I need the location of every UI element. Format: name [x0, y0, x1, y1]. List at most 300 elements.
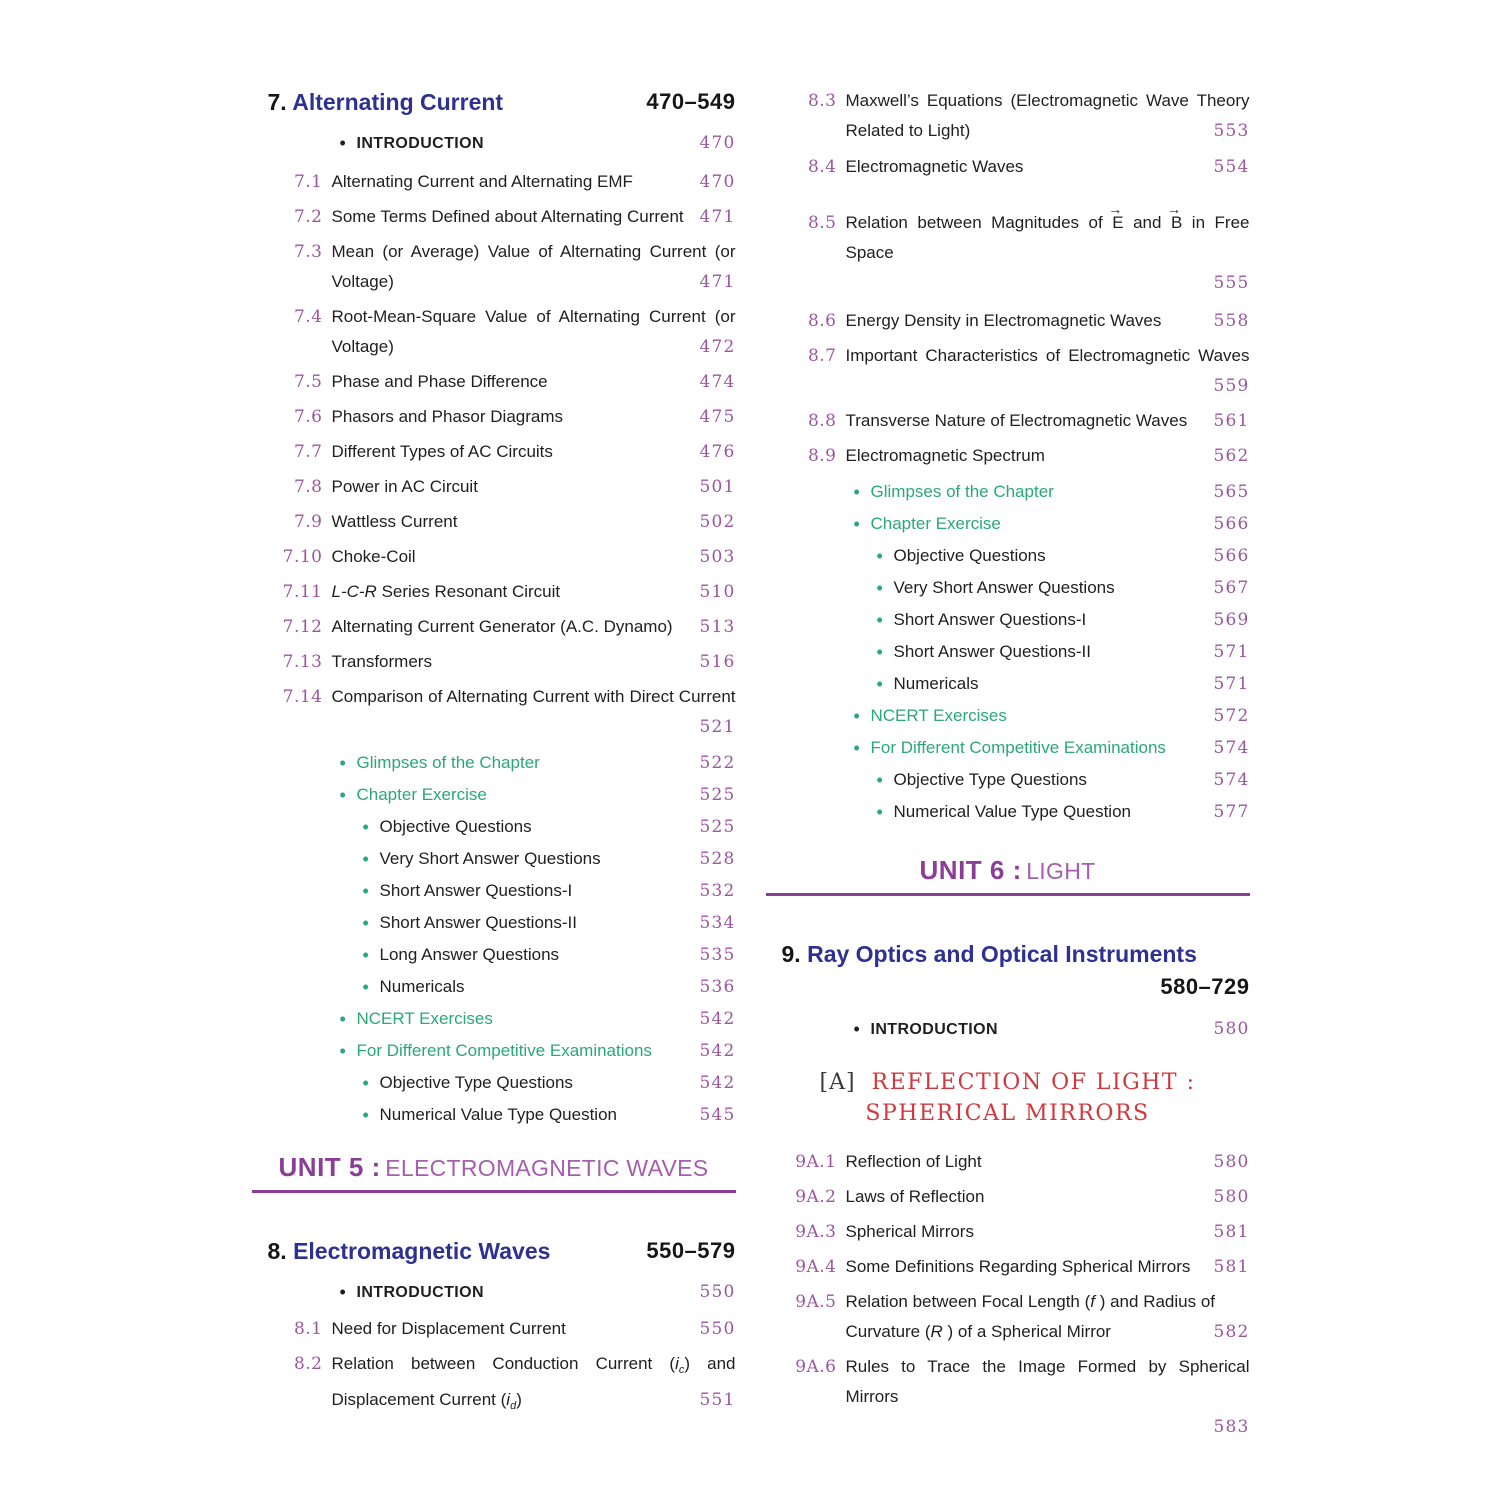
section-number: 7.10 — [282, 547, 323, 567]
page-number: 574 — [1213, 738, 1250, 758]
bullet-label: Objective Questions — [893, 546, 1046, 565]
part-label: [A] — [819, 1070, 856, 1095]
bullet-label: Objective Type Questions — [379, 1073, 573, 1092]
bullet-label: Numerical Value Type Question — [379, 1105, 617, 1124]
bullet-icon: • — [362, 913, 369, 933]
section-number: 7.14 — [282, 687, 323, 707]
toc-section-row — [766, 1352, 1250, 1442]
section-title-part: Relation between Focal Length ( — [845, 1292, 1091, 1311]
section-title-part: ) of a Spherical Mirror — [942, 1322, 1111, 1341]
page-number: 558 — [1213, 311, 1250, 331]
page-number: 532 — [699, 881, 736, 901]
toc-section-row — [766, 1217, 1250, 1247]
unit-name: ELECTROMAGNETIC WAVES — [385, 1155, 709, 1181]
section-title-text: Laws of Reflection — [845, 1187, 985, 1206]
page-number: 470 — [699, 172, 736, 192]
section-title-part: i — [506, 1390, 511, 1409]
section-number: 9A.1 — [795, 1152, 837, 1172]
toc-section-row — [252, 542, 736, 572]
section-title — [846, 1147, 1250, 1177]
section-title-text: Alternating Current and Alternating EMF — [331, 172, 633, 191]
page-number: 471 — [699, 272, 736, 292]
bullet-label: Short Answer Questions-II — [893, 642, 1091, 661]
toc-bullet-row — [252, 1068, 736, 1098]
section-title-part: c — [678, 1364, 685, 1376]
bullet-body — [894, 605, 1250, 635]
page-number: 470 — [699, 133, 736, 153]
bullet-body — [357, 1036, 736, 1066]
bullet-label: Glimpses of the Chapter — [356, 753, 540, 772]
bullet-body — [380, 1100, 736, 1130]
section-title-part: ) and Radius of Curvature ( — [845, 1292, 1216, 1341]
section-title — [332, 577, 736, 607]
introduction-row — [252, 128, 736, 159]
page-number: 471 — [699, 207, 736, 227]
toc-bullet-row — [766, 797, 1250, 827]
bullet-label: Long Answer Questions — [379, 945, 560, 964]
chapter-page-range: 470–549 — [646, 89, 736, 114]
toc-bullet-row — [252, 908, 736, 938]
page-number: 542 — [699, 1041, 736, 1061]
bullet-label: Numericals — [893, 674, 979, 693]
toc-page — [252, 0, 1250, 1447]
toc-section-row — [252, 472, 736, 502]
introduction-label: INTRODUCTION — [356, 1284, 484, 1301]
page-number: 567 — [1213, 578, 1250, 598]
introduction-body — [871, 1014, 1250, 1045]
section-title — [332, 542, 736, 572]
section-title-text: Transverse Nature of Electromagnetic Waves — [845, 411, 1188, 430]
section-number: 7.8 — [293, 477, 323, 497]
toc-bullet-row — [252, 1004, 736, 1034]
chapter-heading — [252, 1235, 736, 1267]
bullet-label: Very Short Answer Questions — [893, 578, 1115, 597]
section-number: 9A.2 — [795, 1187, 837, 1207]
page-number: 580 — [1213, 1152, 1250, 1172]
toc-section-row — [766, 441, 1250, 471]
page-number: 472 — [699, 337, 736, 357]
section-number: 8.4 — [807, 157, 837, 177]
bullet-body — [380, 972, 736, 1002]
section-title-text: Important Characteristics of Electromagnetic Waves — [845, 346, 1250, 365]
bullet-label: Chapter Exercise — [870, 514, 1001, 533]
part-heading-line2 — [766, 1098, 1250, 1129]
page-number: 581 — [1213, 1222, 1250, 1242]
toc-bullet-row — [766, 765, 1250, 795]
toc-section-row — [252, 577, 736, 607]
page-number: 553 — [1213, 121, 1250, 141]
section-title-text: Wattless Current — [331, 512, 458, 531]
section-title — [846, 441, 1250, 471]
bullet-icon: • — [362, 881, 369, 901]
bullet-icon: • — [853, 1019, 860, 1039]
toc-bullet-row — [766, 701, 1250, 731]
vector-notation — [1166, 201, 1183, 238]
unit-heading — [766, 855, 1250, 896]
chapter-title: Electromagnetic Waves — [293, 1238, 551, 1264]
bullet-icon: • — [853, 514, 860, 534]
section-title-part: B — [1170, 213, 1183, 232]
toc-bullet-row — [252, 748, 736, 778]
section-title-part: Relation between Magnitudes of — [845, 213, 1113, 232]
toc-bullet-row — [766, 669, 1250, 699]
page-number: 574 — [1213, 770, 1250, 790]
section-title — [846, 1182, 1250, 1212]
section-number: 7.3 — [293, 242, 323, 262]
toc-section-row — [766, 1252, 1250, 1282]
section-title-text: Different Types of AC Circuits — [331, 442, 553, 461]
page-number: 566 — [1213, 546, 1250, 566]
section-title-text: Need for Displacement Current — [331, 1319, 566, 1338]
toc-bullet-row — [252, 844, 736, 874]
section-title-text: Spherical Mirrors — [845, 1222, 974, 1241]
bullet-icon: • — [876, 546, 883, 566]
page-number: 522 — [699, 753, 736, 773]
page-number: 535 — [699, 945, 736, 965]
toc-section-row — [766, 1287, 1250, 1347]
bullet-icon: • — [876, 674, 883, 694]
bullet-icon: • — [339, 1282, 346, 1302]
section-title-text: Some Terms Defined about Alternating Current — [331, 207, 684, 226]
section-title — [846, 152, 1250, 182]
bullet-body — [871, 509, 1250, 539]
page-number: 536 — [699, 977, 736, 997]
chapter-title: Alternating Current — [292, 89, 504, 115]
bullet-icon: • — [876, 578, 883, 598]
section-title-part: Relation between Conduction Current ( — [331, 1354, 676, 1373]
section-title — [846, 406, 1250, 436]
section-title — [846, 1287, 1250, 1347]
section-title-part: Series Resonant Circuit — [376, 582, 561, 601]
page-number: 503 — [699, 547, 736, 567]
toc-section-row — [252, 202, 736, 232]
bullet-body — [894, 765, 1250, 795]
bullet-label: Very Short Answer Questions — [379, 849, 601, 868]
section-title — [332, 507, 736, 537]
section-title — [332, 237, 736, 297]
page-number: 542 — [699, 1073, 736, 1093]
bullet-label: NCERT Exercises — [870, 706, 1007, 725]
section-number: 8.2 — [293, 1354, 323, 1374]
chapter-title-line — [782, 941, 1197, 967]
section-title — [846, 1217, 1250, 1247]
section-title — [332, 612, 736, 642]
bullet-label: NCERT Exercises — [356, 1009, 493, 1028]
toc-section-row — [252, 402, 736, 432]
page-number: 554 — [1213, 157, 1250, 177]
vector-arrow-icon: → — [1166, 201, 1181, 217]
section-title-text: Electromagnetic Spectrum — [845, 446, 1045, 465]
chapter-number: 9. — [781, 941, 801, 967]
page-number: 571 — [1213, 642, 1250, 662]
section-title-part: and — [1123, 213, 1171, 232]
introduction-label: INTRODUCTION — [870, 1021, 998, 1038]
section-number: 8.9 — [807, 446, 837, 466]
section-number: 7.5 — [293, 372, 323, 392]
chapter-title-line — [268, 89, 504, 115]
toc-bullet-row — [766, 541, 1250, 571]
toc-section-row — [252, 612, 736, 642]
section-title — [846, 1252, 1250, 1282]
unit-heading — [252, 1152, 736, 1193]
toc-column-left — [252, 86, 736, 1447]
bullet-body — [357, 748, 736, 778]
introduction-label: INTRODUCTION — [356, 135, 484, 152]
bullet-body — [894, 797, 1250, 827]
section-title-part: in Free Space — [845, 213, 1250, 262]
section-title — [332, 472, 736, 502]
toc-bullet-row — [252, 1036, 736, 1066]
bullet-body — [894, 573, 1250, 603]
section-number: 8.7 — [807, 346, 837, 366]
page-number: 569 — [1213, 610, 1250, 630]
section-title-part: d — [510, 1400, 517, 1412]
toc-section-row — [766, 341, 1250, 401]
toc-bullet-row — [766, 637, 1250, 667]
introduction-body — [357, 1277, 736, 1308]
page-number: 550 — [699, 1282, 736, 1302]
page-number: 474 — [699, 372, 736, 392]
toc-bullet-row — [252, 1100, 736, 1130]
section-title — [332, 402, 736, 432]
bullet-icon: • — [362, 817, 369, 837]
toc-section-row — [252, 507, 736, 537]
section-title-text: Comparison of Alternating Current with Direct Current — [331, 687, 736, 706]
page-number: 550 — [699, 1319, 736, 1339]
section-number: 7.1 — [293, 172, 323, 192]
toc-section-row — [766, 306, 1250, 336]
part-heading-line1 — [766, 1067, 1250, 1098]
page-number: 551 — [699, 1390, 736, 1410]
bullet-icon: • — [339, 1009, 346, 1029]
section-title-text: Energy Density in Electromagnetic Waves — [845, 311, 1162, 330]
section-number: 8.8 — [807, 411, 837, 431]
toc-column-right — [766, 86, 1250, 1447]
toc-bullet-row — [766, 477, 1250, 507]
bullet-label: Objective Questions — [379, 817, 532, 836]
page-number: 545 — [699, 1105, 736, 1125]
part-title-line2: SPHERICAL MIRRORS — [865, 1101, 1150, 1126]
toc-section-row — [252, 682, 736, 742]
section-number: 9A.3 — [795, 1222, 837, 1242]
page-number: 516 — [699, 652, 736, 672]
page-number: 559 — [1213, 376, 1250, 396]
section-number: 7.7 — [293, 442, 323, 462]
bullet-label: Chapter Exercise — [356, 785, 487, 804]
chapter-number: 7. — [267, 89, 287, 115]
bullet-label: Short Answer Questions-I — [379, 881, 573, 900]
bullet-label: For Different Competitive Examinations — [870, 738, 1166, 757]
bullet-icon: • — [853, 738, 860, 758]
toc-bullet-row — [766, 573, 1250, 603]
page-number: 571 — [1213, 674, 1250, 694]
bullet-label: For Different Competitive Examinations — [356, 1041, 652, 1060]
page-number: 566 — [1213, 514, 1250, 534]
bullet-icon: • — [362, 1073, 369, 1093]
section-title-text: Transformers — [331, 652, 432, 671]
bullet-icon: • — [362, 945, 369, 965]
page-number: 525 — [699, 817, 736, 837]
toc-section-row — [252, 167, 736, 197]
page-number: 561 — [1213, 411, 1250, 431]
bullet-icon: • — [339, 785, 346, 805]
bullet-label: Short Answer Questions-II — [379, 913, 577, 932]
section-title-text: Root-Mean-Square Value of Alternating Current (or Voltage) — [331, 307, 736, 356]
section-title — [332, 647, 736, 677]
bullet-body — [894, 637, 1250, 667]
section-title — [845, 201, 1250, 298]
section-title-text: Rules to Trace the Image Formed by Spherical Mirrors — [845, 1357, 1250, 1406]
page-number: 501 — [699, 477, 736, 497]
section-title-text: Phase and Phase Difference — [331, 372, 548, 391]
page-number: 521 — [699, 717, 736, 737]
section-title-part: i — [675, 1354, 679, 1373]
section-number: 9A.6 — [795, 1357, 837, 1377]
section-number: 9A.5 — [795, 1292, 837, 1312]
section-number: 8.6 — [807, 311, 837, 331]
section-title — [332, 367, 736, 397]
section-title-text: Reflection of Light — [845, 1152, 982, 1171]
chapter-heading — [766, 938, 1250, 1004]
section-title-part: E — [1112, 213, 1124, 232]
toc-section-row — [766, 406, 1250, 436]
page-number: 580 — [1213, 1019, 1250, 1039]
toc-section-row — [252, 302, 736, 362]
bullet-body — [357, 780, 736, 810]
section-title-part: L-C-R — [331, 582, 377, 601]
vector-arrow-icon: → — [1108, 201, 1123, 217]
section-number: 7.12 — [282, 617, 323, 637]
section-title-part: f — [1090, 1292, 1095, 1311]
chapter-page-range: 580–729 — [1160, 974, 1250, 999]
section-title — [846, 341, 1250, 401]
bullet-body — [894, 669, 1250, 699]
bullet-body — [357, 1004, 736, 1034]
page-number: 510 — [699, 582, 736, 602]
chapter-heading — [252, 86, 736, 118]
chapter-number: 8. — [267, 1238, 287, 1264]
section-title — [846, 86, 1250, 146]
section-number: 8.3 — [807, 91, 837, 111]
page-number: 475 — [699, 407, 736, 427]
section-number: 9A.4 — [795, 1257, 837, 1277]
section-title-text: Power in AC Circuit — [331, 477, 478, 496]
chapter-title: Ray Optics and Optical Instruments — [807, 941, 1197, 967]
introduction-row — [252, 1277, 736, 1308]
toc-bullet-row — [766, 605, 1250, 635]
toc-section-row — [252, 1349, 736, 1421]
chapter-title-line — [268, 1238, 551, 1264]
toc-bullet-row — [766, 733, 1250, 763]
section-number: 7.13 — [282, 652, 323, 672]
page-number: 476 — [699, 442, 736, 462]
bullet-icon: • — [876, 802, 883, 822]
section-title — [846, 1352, 1250, 1442]
bullet-label: Objective Type Questions — [893, 770, 1087, 789]
bullet-body — [380, 908, 736, 938]
section-title — [846, 306, 1250, 336]
unit-name: LIGHT — [1026, 858, 1096, 884]
toc-bullet-row — [766, 509, 1250, 539]
toc-section-row — [252, 647, 736, 677]
section-title — [332, 437, 736, 467]
toc-bullet-row — [252, 780, 736, 810]
page-number: 583 — [1213, 1417, 1250, 1437]
bullet-body — [894, 541, 1250, 571]
bullet-icon: • — [362, 849, 369, 869]
section-number: 7.4 — [293, 307, 323, 327]
bullet-body — [871, 701, 1250, 731]
section-title-part: R — [930, 1322, 943, 1341]
bullet-icon: • — [339, 133, 346, 153]
section-title — [332, 682, 736, 742]
bullet-body — [871, 733, 1250, 763]
section-title — [332, 1349, 736, 1421]
introduction-body — [357, 128, 736, 159]
part-title-line1: REFLECTION OF LIGHT : — [871, 1070, 1196, 1095]
page-number: 565 — [1213, 482, 1250, 502]
page-number: 525 — [699, 785, 736, 805]
section-number: 8.5 — [807, 213, 837, 233]
part-heading — [766, 1067, 1250, 1129]
section-title-part: ) and Displacement Current ( — [331, 1354, 736, 1409]
page-number: 582 — [1213, 1322, 1250, 1342]
section-title-text: Choke-Coil — [331, 547, 416, 566]
toc-bullet-row — [252, 812, 736, 842]
bullet-icon: • — [853, 706, 860, 726]
bullet-body — [871, 477, 1250, 507]
bullet-body — [380, 812, 736, 842]
toc-section-row — [252, 1314, 736, 1344]
bullet-icon: • — [876, 642, 883, 662]
toc-section-row — [252, 237, 736, 297]
page-number: 555 — [1213, 273, 1250, 293]
page-number: 542 — [699, 1009, 736, 1029]
introduction-row — [766, 1014, 1250, 1045]
page-number: 502 — [699, 512, 736, 532]
page-number: 534 — [699, 913, 736, 933]
bullet-icon: • — [339, 1041, 346, 1061]
toc-section-row — [766, 86, 1250, 146]
page-number: 572 — [1213, 706, 1250, 726]
unit-label: UNIT 6 : — [919, 855, 1022, 885]
toc-section-row — [766, 201, 1250, 298]
section-number: 7.2 — [293, 207, 323, 227]
bullet-icon: • — [339, 753, 346, 773]
section-title-text: Electromagnetic Waves — [845, 157, 1024, 176]
bullet-label: Numericals — [379, 977, 465, 996]
toc-section-row — [252, 437, 736, 467]
toc-section-row — [766, 1147, 1250, 1177]
bullet-body — [380, 1068, 736, 1098]
toc-section-row — [252, 367, 736, 397]
page-number: 513 — [699, 617, 736, 637]
section-title-text: Mean (or Average) Value of Alternating Current (or Voltage) — [331, 242, 736, 291]
bullet-icon: • — [876, 610, 883, 630]
section-number: 7.11 — [282, 582, 323, 602]
bullet-icon: • — [853, 482, 860, 502]
bullet-icon: • — [876, 770, 883, 790]
bullet-body — [380, 876, 736, 906]
bullet-icon: • — [362, 977, 369, 997]
page-number: 577 — [1213, 802, 1250, 822]
toc-section-row — [766, 1182, 1250, 1212]
bullet-label: Short Answer Questions-I — [893, 610, 1087, 629]
section-title — [332, 1314, 736, 1344]
section-number: 8.1 — [293, 1319, 323, 1339]
section-title-text: Some Definitions Regarding Spherical Mirrors — [845, 1257, 1191, 1276]
bullet-label: Numerical Value Type Question — [893, 802, 1131, 821]
